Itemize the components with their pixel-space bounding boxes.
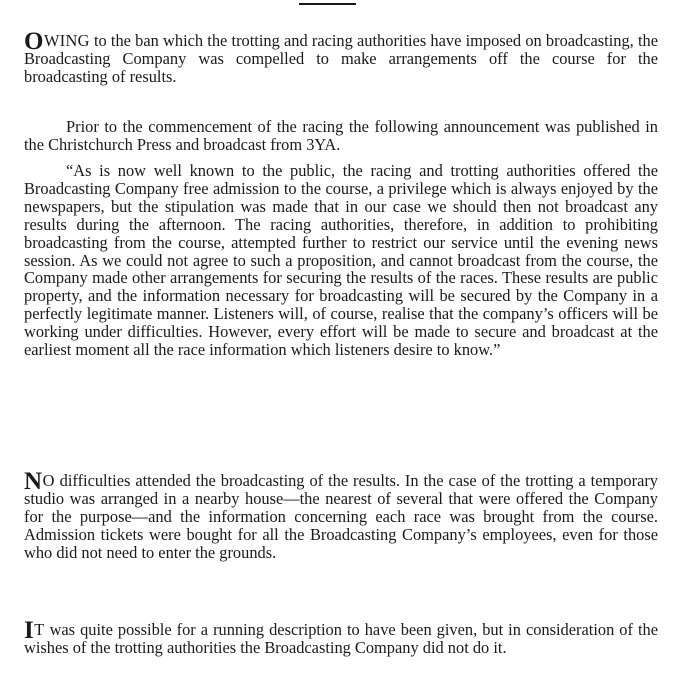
paragraph-announcement-intro [24,118,658,154]
paragraph-text: “As is now well known to the public, the racing and trotting authorities offered the Broadcasting Company free admission to the course, a privilege which is always enjoyed by the newspapers, but the stipulation was made that in our case we should then not broadcast any results during the afternoon. The racing authorities, therefore, in addition to prohibiting broadcasting from the course, attempted further to restrict our service until the evening news session. As we could not agree to such a proposition, and cannot broadcast from the course, the Company made other arrangements for securing the results of the races. These results are public property, and the information necessary for broadcasting will be secured by the Company in a perfectly legitimate manner. Listeners will, of course, realise that the company’s officers will be working under difficulties. However, every effort will be made to secure and broadcast at the earliest moment all the race information which listeners desire to know.” [24,161,658,360]
paragraph-running-description [24,617,658,657]
dropcap-i: I [24,617,35,644]
paragraph-text: was quite possible for a running description to have been given, but in consideration of the wishes of the trotting authorities the Broadcasting Company did not do it. [24,620,658,657]
lead-word: WING [43,31,90,50]
paragraph-text: to the ban which the trotting and racing authorities have imposed on broadcasting, the Broadcasting Company was compelled to make arrangements off the course for the broadcasting of results. [24,31,658,86]
paragraph-ban-on-broadcasting [24,28,658,86]
paragraph-text: difficulties attended the broadcasting of the results. In the case of the trotting a temporary studio was arranged in a nearby house—the nearest of several that were offered the Company for the purpose—and the information concerning each race was brought from the course. Admission tickets were bought for all the Broadcasting Company’s employees, even for those who did not need to enter the grounds. [24,471,658,562]
paragraph-text: Prior to the commencement of the racing the following announcement was published in the Christchurch Press and broadcast from 3YA. [24,117,658,154]
paragraph-quoted-announcement [24,162,658,359]
paragraph-no-difficulties [24,468,658,562]
dropcap-o: O [24,28,44,55]
lead-word: O [42,471,55,490]
lead-word: T [34,620,45,639]
dropcap-n: N [24,468,43,495]
top-rule [299,3,356,5]
